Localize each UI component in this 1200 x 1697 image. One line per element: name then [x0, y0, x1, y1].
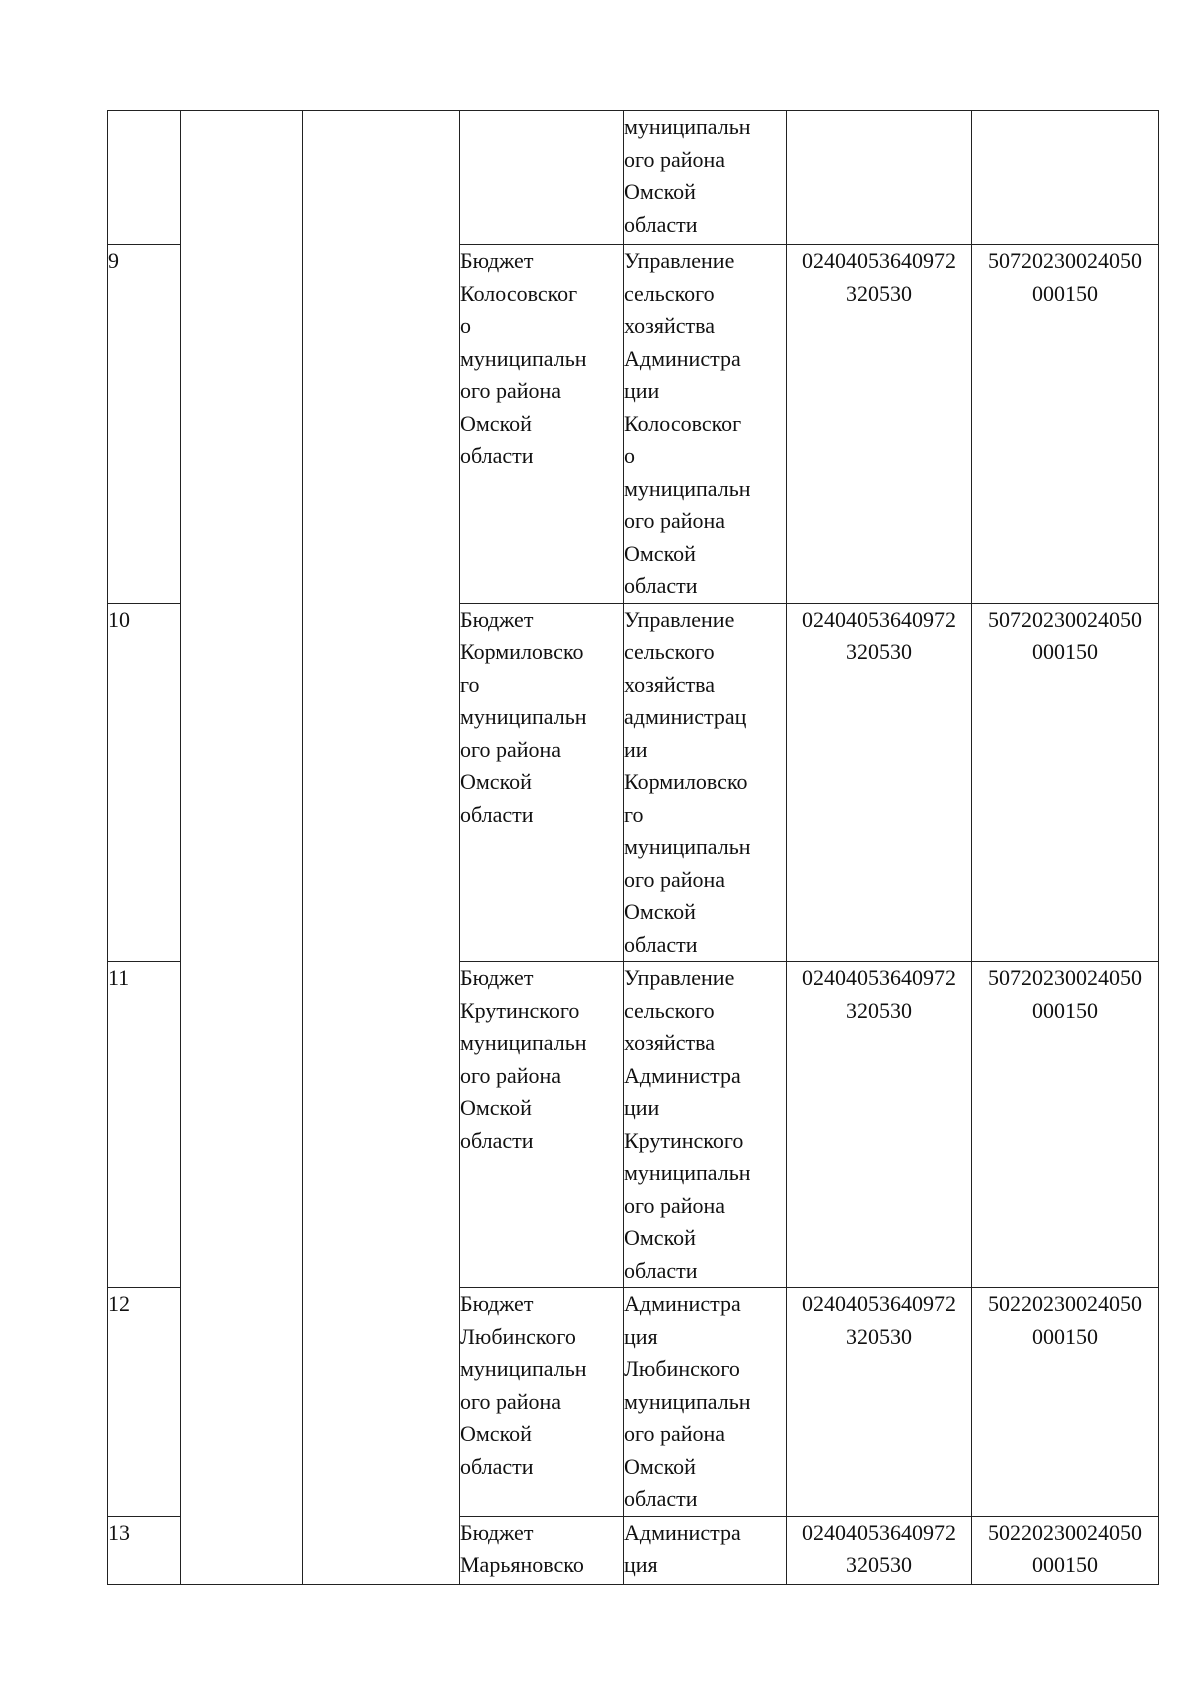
administrator-text-line: сельского: [624, 997, 715, 1023]
administrator-text-line: ого района: [624, 866, 726, 892]
administrator-text-line: Любинского: [624, 1356, 740, 1381]
budget-text-line: Омской: [460, 1421, 532, 1446]
budget-text-line: Колосовског: [460, 280, 578, 306]
budget-text-line: области: [460, 1453, 534, 1479]
administrator-cell: [624, 1516, 787, 1584]
administrator-text-line: области: [624, 1486, 698, 1511]
table-row: [108, 111, 1159, 245]
administrator-text-line: области: [624, 1257, 698, 1283]
administrator-text-line: ого района: [624, 508, 726, 533]
administrator-text-line: ция: [624, 1323, 658, 1349]
budget-text-line: Омской: [460, 769, 532, 794]
budget-text-line: муниципальн: [460, 1030, 587, 1055]
merged-column-2: [181, 111, 303, 1585]
code-cell-2: [972, 111, 1159, 245]
administrator-text-line: Администра: [624, 1062, 741, 1088]
row-number-cell: 10: [108, 603, 181, 962]
budget-text-line: области: [460, 443, 534, 468]
row-number-cell: 11: [108, 962, 181, 1288]
administrator-text-line: Управление: [624, 606, 735, 632]
administrator-text-line: муниципальн: [624, 114, 751, 139]
budget-text-line: ого района: [460, 1388, 562, 1414]
code-cell-2: 50720230024050 000150: [972, 603, 1159, 962]
budget-text-line: Марьяновско: [460, 1552, 584, 1577]
administrator-cell: [624, 111, 787, 245]
administrator-cell: [624, 245, 787, 604]
budget-text-line: Крутинского: [460, 997, 580, 1023]
budget-text-line: ого района: [460, 736, 562, 762]
administrator-text-line: Омской: [624, 1453, 696, 1479]
row-number-cell: 9: [108, 245, 181, 604]
administrator-text-line: Колосовског: [624, 410, 742, 436]
administrator-text-line: муниципальн: [624, 834, 751, 859]
administrator-text-line: Омской: [624, 1225, 696, 1250]
administrator-text-line: сельского: [624, 639, 715, 664]
budget-cell: [460, 111, 624, 245]
row-number-cell: 13: [108, 1516, 181, 1584]
administrator-text-line: области: [624, 573, 698, 598]
budget-text-line: Бюджет: [460, 248, 534, 273]
administrator-text-line: Омской: [624, 899, 696, 924]
budget-text-line: Бюджет: [460, 1519, 534, 1545]
administrator-text-line: Администра: [624, 345, 741, 371]
code-cell-2: 50720230024050 000150: [972, 962, 1159, 1288]
code-cell-2: 50220230024050 000150: [972, 1516, 1159, 1584]
budget-text-line: муниципальн: [460, 345, 587, 371]
budget-table: [107, 110, 1159, 1585]
administrator-text-line: ого района: [624, 1192, 726, 1218]
budget-text-line: ого района: [460, 1062, 562, 1088]
code-cell-1: 02404053640972 320530: [787, 245, 972, 604]
administrator-text-line: ии: [624, 736, 648, 762]
budget-text-line: Бюджет: [460, 606, 534, 632]
budget-cell: [460, 1516, 624, 1584]
administrator-text-line: хозяйства: [624, 313, 715, 338]
code-cell-2: 50220230024050 000150: [972, 1288, 1159, 1517]
administrator-text-line: хозяйства: [624, 1030, 715, 1055]
administrator-text-line: о: [624, 443, 635, 468]
budget-text-line: области: [460, 1127, 534, 1153]
budget-text-line: ого района: [460, 378, 562, 403]
table-body: [108, 111, 1159, 1585]
administrator-text-line: муниципальн: [624, 1160, 751, 1185]
administrator-text-line: ция: [624, 1552, 658, 1577]
administrator-text-line: го: [624, 801, 644, 827]
budget-text-line: Бюджет: [460, 1291, 534, 1316]
budget-text-line: Омской: [460, 1095, 532, 1120]
code-cell-2: 50720230024050 000150: [972, 245, 1159, 604]
administrator-text-line: ого района: [624, 146, 726, 172]
administrator-text-line: муниципальн: [624, 1388, 751, 1414]
code-cell-1: 02404053640972 320530: [787, 1516, 972, 1584]
administrator-cell: [624, 1288, 787, 1517]
budget-cell: [460, 603, 624, 962]
administrator-text-line: области: [624, 211, 698, 237]
budget-cell: [460, 1288, 624, 1517]
code-cell-1: [787, 111, 972, 245]
budget-text-line: муниципальн: [460, 704, 587, 729]
budget-text-line: Омской: [460, 410, 532, 436]
merged-column-3: [303, 111, 460, 1585]
budget-text-line: го: [460, 671, 480, 697]
row-number-cell: 12: [108, 1288, 181, 1517]
administrator-text-line: администрац: [624, 704, 747, 729]
budget-text-line: области: [460, 801, 534, 827]
code-cell-1: 02404053640972 320530: [787, 962, 972, 1288]
administrator-text-line: Крутинского: [624, 1127, 744, 1153]
budget-text-line: о: [460, 313, 471, 338]
budget-cell: [460, 962, 624, 1288]
row-number-cell: [108, 111, 181, 245]
budget-text-line: муниципальн: [460, 1356, 587, 1381]
code-cell-1: 02404053640972 320530: [787, 603, 972, 962]
administrator-text-line: сельского: [624, 280, 715, 306]
administrator-text-line: муниципальн: [624, 475, 751, 501]
budget-cell: [460, 245, 624, 604]
administrator-cell: [624, 603, 787, 962]
administrator-cell: [624, 962, 787, 1288]
administrator-text-line: Администра: [624, 1291, 741, 1316]
administrator-text-line: ции: [624, 378, 660, 403]
administrator-text-line: ции: [624, 1095, 660, 1120]
administrator-text-line: Администра: [624, 1519, 741, 1545]
administrator-text-line: ого района: [624, 1421, 726, 1446]
code-cell-1: 02404053640972 320530: [787, 1288, 972, 1517]
budget-text-line: Кормиловско: [460, 639, 584, 664]
administrator-text-line: Управление: [624, 248, 735, 273]
budget-text-line: Любинского: [460, 1323, 576, 1349]
administrator-text-line: Омской: [624, 540, 696, 566]
administrator-text-line: Управление: [624, 965, 735, 990]
administrator-text-line: хозяйства: [624, 671, 715, 697]
administrator-text-line: Кормиловско: [624, 769, 748, 794]
budget-text-line: Бюджет: [460, 965, 534, 990]
administrator-text-line: области: [624, 931, 698, 957]
administrator-text-line: Омской: [624, 179, 696, 204]
